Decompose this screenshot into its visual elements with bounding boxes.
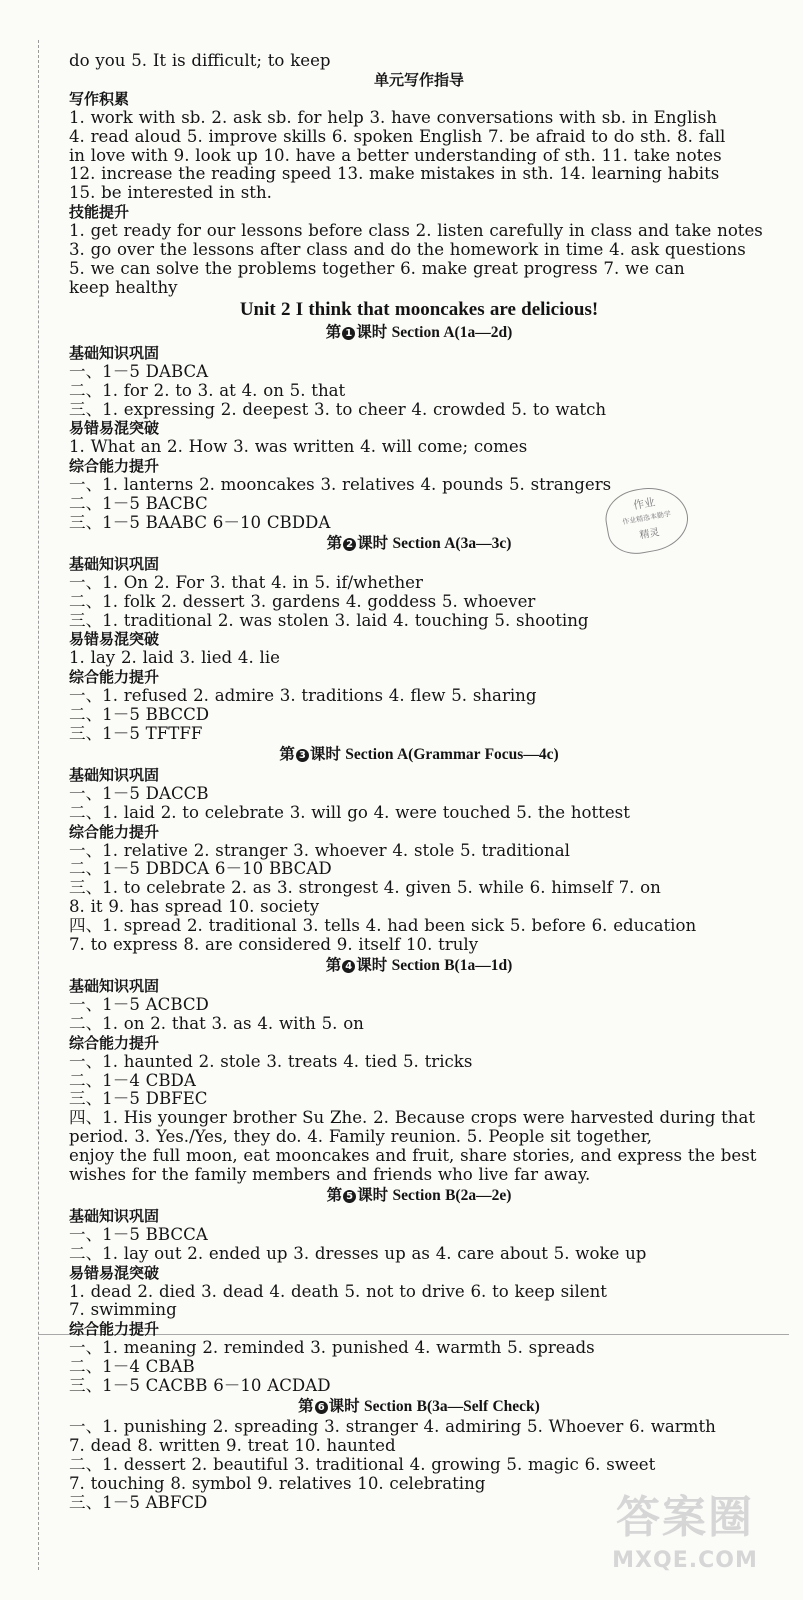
- answer-line: in love with 9. look up 10. have a better understanding of sth. 11. take notes: [69, 145, 722, 165]
- answer-line: 三、1. expressing 2. deepest 3. to cheer 4. crowded 5. to watch: [69, 399, 607, 419]
- answer-line: 一、1－5 DACCB: [69, 783, 209, 803]
- answer-line: period. 3. Yes./Yes, they do. 4. Family reunion. 5. People sit together,: [69, 1127, 653, 1147]
- lesson-prefix: 第: [325, 323, 342, 341]
- subsection-heading: 基础知识巩固: [69, 1206, 160, 1225]
- lesson-number-badge: 5: [343, 1190, 356, 1203]
- lesson-prefix: 第: [326, 534, 343, 552]
- answer-line: 一、1. haunted 2. stole 3. treats 4. tied 5. tricks: [69, 1051, 473, 1071]
- subsection-heading: 技能提升: [69, 203, 130, 222]
- answer-line: 5. we can solve the problems together 6. make great progress 7. we can: [69, 258, 685, 278]
- lesson-heading: [69, 955, 769, 977]
- subsection-heading: 易错易混突破: [69, 1263, 160, 1282]
- subsection-heading: 综合能力提升: [69, 668, 160, 687]
- subsection-heading: 基础知识巩固: [69, 343, 160, 362]
- answer-line: 二、1. for 2. to 3. at 4. on 5. that: [69, 380, 346, 400]
- answer-line: 三、1. to celebrate 2. as 3. strongest 4. given 5. while 6. himself 7. on: [69, 878, 661, 898]
- answer-line: 1. work with sb. 2. ask sb. for help 3. have conversations with sb. in English: [69, 107, 717, 127]
- lesson-title: 课时 Section B(1a—1d): [356, 956, 513, 974]
- answer-line: 二、1. lay out 2. ended up 3. dresses up as 4. care about 5. woke up: [69, 1243, 647, 1263]
- answer-line: 一、1. meaning 2. reminded 3. punished 4. warmth 5. spreads: [69, 1338, 595, 1358]
- lesson-title: 课时 Section B(3a—Self Check): [328, 1398, 540, 1415]
- answer-line: 二、1－4 CBDA: [69, 1070, 196, 1090]
- subsection-heading: 基础知识巩固: [69, 765, 160, 784]
- watermark-logo: 答案圈: [616, 1492, 754, 1543]
- answer-line: 二、1－5 BBCCD: [69, 705, 210, 725]
- lesson-number-badge: 1: [342, 327, 355, 340]
- answer-line: enjoy the full moon, eat mooncakes and fruit, share stories, and express the best: [69, 1146, 757, 1166]
- lesson-number-badge: 4: [342, 960, 355, 973]
- answer-line: 一、1. relative 2. stranger 3. whoever 4. stole 5. traditional: [69, 840, 570, 860]
- watermark-url: MXQE.COM: [612, 1548, 758, 1573]
- answer-key-content: [69, 52, 769, 1513]
- answer-line: 二、1. on 2. that 3. as 4. with 5. on: [69, 1013, 364, 1033]
- answer-line: 7. dead 8. written 9. treat 10. haunted: [69, 1435, 396, 1455]
- site-watermark: [580, 1488, 790, 1588]
- answer-line: 1. What an 2. How 3. was written 4. will come; comes: [69, 437, 528, 457]
- lesson-heading: [69, 1396, 769, 1418]
- answer-line: 三、1－5 ABFCD: [69, 1492, 208, 1512]
- answer-line: 一、1. lanterns 2. mooncakes 3. relatives 4. pounds 5. strangers: [69, 475, 612, 495]
- answer-line: 四、1. spread 2. traditional 3. tells 4. had been sick 5. before 6. education: [69, 916, 697, 936]
- stamp-line-2: 作业精选本勤学: [621, 509, 672, 527]
- answer-line: 7. to express 8. are considered 9. itself 10. truly: [69, 935, 479, 955]
- answer-line: do you 5. It is difficult; to keep: [69, 51, 331, 70]
- lesson-heading: [69, 1185, 769, 1207]
- answer-line: 三、1－5 DBFEC: [69, 1089, 208, 1109]
- answer-line: 三、1－5 TFTFF: [69, 724, 203, 743]
- answer-line: 一、1. On 2. For 3. that 4. in 5. if/whether: [69, 572, 423, 592]
- lesson-number-badge: 2: [343, 538, 356, 551]
- subsection-heading: 写作积累: [69, 89, 130, 108]
- subsection-heading: 综合能力提升: [69, 1033, 160, 1052]
- answer-line: 二、1. laid 2. to celebrate 3. will go 4. were touched 5. the hottest: [69, 802, 630, 822]
- subsection-heading: 易错易混突破: [69, 419, 160, 438]
- lesson-prefix: 第: [326, 1186, 343, 1204]
- answer-line: 1. dead 2. died 3. dead 4. death 5. not to drive 6. to keep silent: [69, 1281, 607, 1301]
- answer-line: 三、1－5 BAABC 6－10 CBDDA: [69, 512, 331, 532]
- section-heading: 单元写作指导: [373, 70, 464, 89]
- answer-line: 1. get ready for our lessons before class 2. listen carefully in class and take notes: [69, 221, 763, 241]
- answer-line: 四、1. His younger brother Su Zhe. 2. Because crops were harvested during that: [69, 1108, 756, 1128]
- unit-title: Unit 2 I think that mooncakes are delicious!: [239, 298, 599, 320]
- lesson-heading: [69, 322, 769, 344]
- subsection-heading: 基础知识巩固: [69, 554, 160, 573]
- lesson-heading: [69, 744, 769, 766]
- answer-line: 7. swimming: [69, 1300, 177, 1320]
- answer-line: 一、1－5 ACBCD: [69, 994, 209, 1014]
- answer-line: 8. it 9. has spread 10. society: [69, 897, 320, 917]
- answer-line: wishes for the family members and friends who live far away.: [69, 1165, 591, 1185]
- answer-line: 二、1－4 CBAB: [69, 1357, 195, 1377]
- subsection-heading: 基础知识巩固: [69, 976, 160, 995]
- answer-line: 7. touching 8. symbol 9. relatives 10. celebrating: [69, 1473, 486, 1493]
- answer-line: 15. be interested in sth.: [69, 183, 272, 203]
- answer-line: 一、1. refused 2. admire 3. traditions 4. flew 5. sharing: [69, 686, 537, 706]
- answer-line: 三、1－5 CACBB 6－10 ACDAD: [69, 1376, 331, 1396]
- answer-line: keep healthy: [69, 277, 178, 297]
- lesson-title: 课时 Section A(3a—3c): [357, 534, 512, 552]
- subsection-heading: 综合能力提升: [69, 457, 160, 476]
- subsection-heading: 综合能力提升: [69, 822, 160, 841]
- lesson-prefix: 第: [279, 745, 295, 763]
- answer-line: 12. increase the reading speed 13. make mistakes in sth. 14. learning habits: [69, 164, 720, 184]
- answer-line: 二、1. folk 2. dessert 3. gardens 4. goddess 5. whoever: [69, 591, 536, 611]
- subsection-heading: 易错易混突破: [69, 630, 160, 649]
- answer-line: 一、1. punishing 2. spreading 3. stranger 4. admiring 5. Whoever 6. warmth: [69, 1417, 716, 1436]
- lesson-number-badge: 6: [315, 1401, 328, 1414]
- subsection-heading: 综合能力提升: [69, 1320, 160, 1339]
- answer-line: 1. lay 2. laid 3. lied 4. lie: [69, 648, 280, 668]
- answer-line: 4. read aloud 5. improve skills 6. spoken English 7. be afraid to do sth. 8. fall: [69, 126, 726, 146]
- stamp-line-3: 精灵: [638, 527, 661, 542]
- answer-line: 二、1－5 BACBC: [69, 494, 208, 514]
- margin-rule: [38, 40, 39, 1570]
- answer-line: 3. go over the lessons after class and do the homework in time 4. ask questions: [69, 240, 746, 260]
- answer-line: 二、1－5 DBDCA 6－10 BBCAD: [69, 859, 332, 879]
- lesson-title: 课时 Section A(Grammar Focus—4c): [309, 745, 559, 763]
- lesson-number-badge: 3: [296, 749, 309, 762]
- lesson-prefix: 第: [325, 956, 342, 974]
- answer-line: 二、1. dessert 2. beautiful 3. traditional 4. growing 5. magic 6. sweet: [69, 1454, 656, 1474]
- stamp-line-1: 作业: [632, 495, 657, 513]
- lesson-title: 课时 Section B(2a—2e): [357, 1186, 512, 1204]
- answer-line: 一、1－5 BBCCA: [69, 1224, 208, 1244]
- lesson-prefix: 第: [298, 1398, 314, 1415]
- lesson-title: 课时 Section A(1a—2d): [356, 323, 513, 341]
- answer-line: 一、1－5 DABCA: [69, 361, 209, 381]
- answer-line: 三、1. traditional 2. was stolen 3. laid 4. touching 5. shooting: [69, 610, 589, 630]
